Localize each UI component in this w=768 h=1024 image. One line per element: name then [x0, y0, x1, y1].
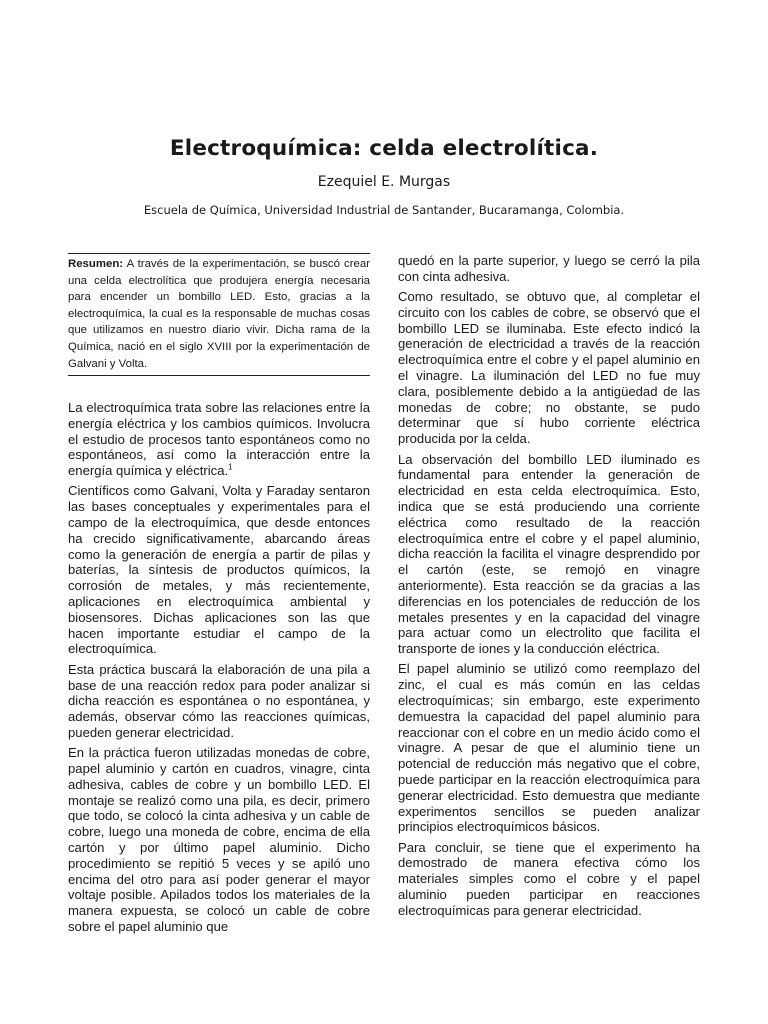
body-paragraph: Científicos como Galvani, Volta y Faraday sentaron las bases conceptuales y experimentales para el campo de la electroquímica, que desde entonces ha crecido significativamente, abarcando áreas como la generación de energía a partir de pilas y baterías, la síntesis de productos químicos, la corrosión de metales, y más recientemente, aplicaciones en electroquímica ambiental y biosensores. Dichas aplicaciones son las que hacen importante estudiar el campo de la electroquímica.: [68, 483, 370, 657]
body-paragraph: La observación del bombillo LED iluminado es fundamental para entender la generación de electricidad en esta celda electroquímica. Esto, indica que se está produciendo una corriente eléctrica como resultado de la reacción electroquímica entre el cobre y el papel aluminio, dicha reacción la facilita el vinagre desprendido por el cartón (este, se remojó en vinagre anteriormente). Esta reacción se da gracias a las diferencias en los potenciales de reducción de los metales presentes y en la capacidad del vinagre para actuar como un electrolito que facilita el transporte de iones y la conducción eléctrica.: [398, 451, 700, 657]
right-column: [398, 253, 700, 923]
body-paragraph: El papel aluminio se utilizó como reemplazo del zinc, el cual es más común en las celdas electroquímicas; sin embargo, este experimento demuestra la capacidad del papel aluminio para reaccionar con el cobre en un medio ácido como el vinagre. A pesar de que el aluminio tiene un potencial de reducción más negativo que el cobre, puede participar en la reacción electroquímica para generar electricidad. Esto demuestra que mediante experimentos sencillos se pueden analizar principios electroquímicos básicos.: [398, 661, 700, 835]
body-paragraph: [68, 400, 370, 479]
abstract-label: Resumen:: [68, 258, 124, 270]
author-name: Ezequiel E. Murgas: [317, 174, 451, 190]
body-paragraph: Para concluir, se tiene que el experimento ha demostrado de manera efectiva cómo los materiales simples como el cobre y el papel aluminio pueden participar en reacciones electroquímicas para generar electricidad.: [398, 839, 700, 918]
left-column: [68, 400, 370, 939]
abstract-text: A través de la experimentación, se buscó crear una celda electrolítica que produjera energía necesaria para encender un bombillo LED. Esto, gracias a la electroquímica, la cual es la responsable de muchas cosas que utilizamos en nuestro diario vivir. Dicha rama de la Química, nació en el siglo XVIII por la experimentación de Galvani y Volta.: [68, 258, 370, 370]
body-paragraph: En la práctica fueron utilizadas monedas de cobre, papel aluminio y cartón en cuadros, vinagre, cinta adhesiva, cables de cobre y un bombillo LED. El montaje se realizó como una pila, es decir, primero que todo, se colocó la cinta adhesiva y un cable de cobre, luego una moneda de cobre, encima de ella cartón y por último papel aluminio. Dicho procedimiento se repitió 5 veces y se apiló uno encima del otro para así poder generar el mayor voltaje posible. Apilados todos los materiales de la manera expuesta, se colocó un cable de cobre sobre el papel aluminio que: [68, 745, 370, 934]
paper-title: Electroquímica: celda electrolítica.: [169, 136, 599, 161]
body-paragraph: Como resultado, se obtuvo que, al completar el circuito con los cables de cobre, se observó que el bombillo LED se iluminaba. Este efecto indicó la generación de electricidad a través de la reacción electroquímica entre el cobre y el papel aluminio en el vinagre. La iluminación del LED no fue muy clara, posiblemente debido a la antigüedad de las monedas de cobre; no obstante, se pudo determinar que sí hubo corriente eléctrica producida por la celda.: [398, 289, 700, 447]
body-paragraph: quedó en la parte superior, y luego se cerró la pila con cinta adhesiva.: [398, 253, 700, 284]
abstract-box: [68, 253, 370, 376]
author-affiliation: Escuela de Química, Universidad Industrial de Santander, Bucaramanga, Colombia.: [143, 203, 625, 217]
paragraph-text: La electroquímica trata sobre las relaciones entre la energía eléctrica y los cambios químicos. Involucra el estudio de procesos tanto espontáneos como no espontáneos, así como la interacción entre la energía química y eléctrica.: [68, 400, 370, 479]
body-paragraph: Esta práctica buscará la elaboración de una pila a base de una reacción redox para poder analizar si dicha reacción es espontánea o no espontánea, y además, observar cómo las reacciones químicas, pueden generar electricidad.: [68, 661, 370, 740]
reference-superscript: 1: [228, 462, 233, 472]
